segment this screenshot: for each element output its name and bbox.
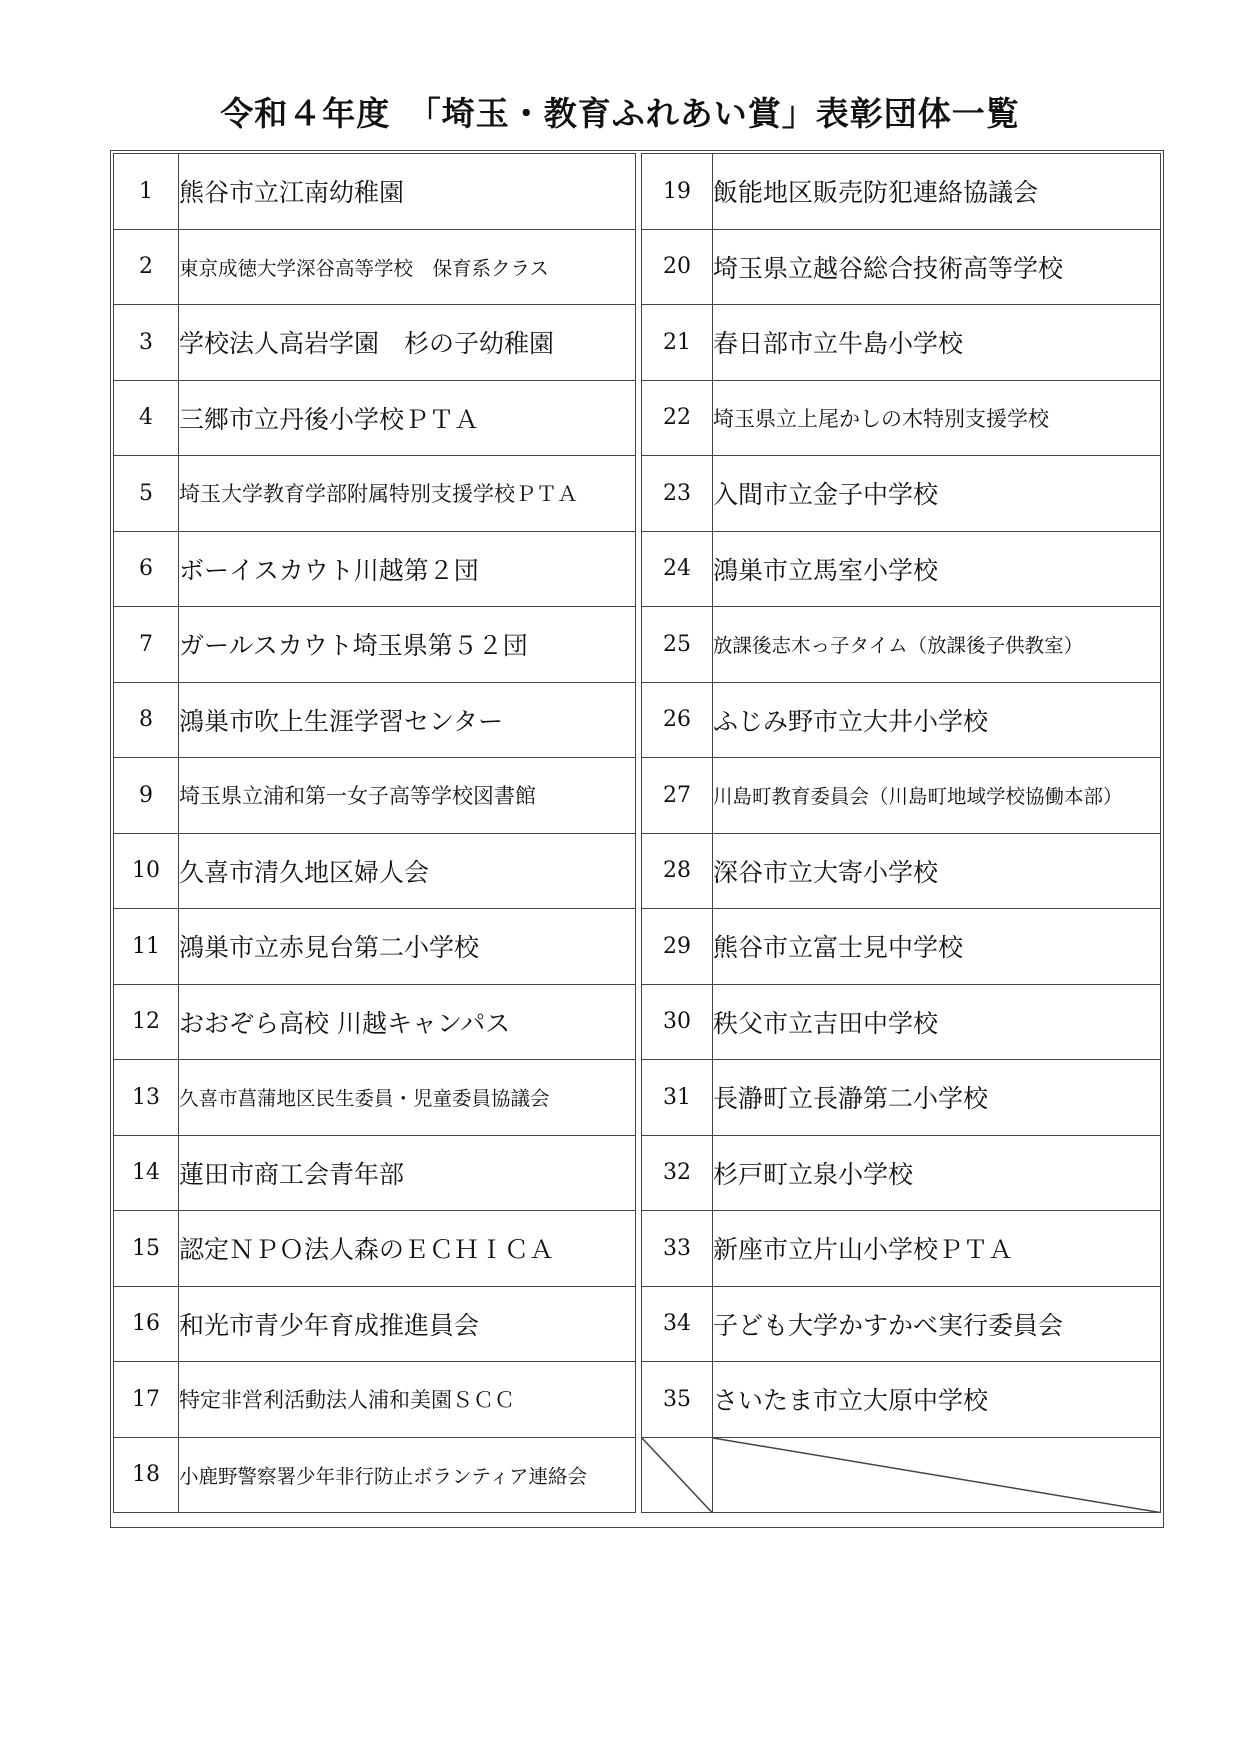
table-row (642, 833, 1161, 909)
diagonal-line (642, 1438, 712, 1513)
table-row (114, 154, 636, 230)
table-row (114, 1437, 636, 1513)
table-row (642, 909, 1161, 985)
row-number: 19 (642, 154, 713, 230)
row-number: 10 (114, 833, 179, 909)
row-number: 18 (114, 1437, 179, 1513)
row-number: 8 (114, 682, 179, 758)
row-number: 22 (642, 380, 713, 456)
table-row (642, 1135, 1161, 1211)
row-number: 4 (114, 380, 179, 456)
row-number: 17 (114, 1362, 179, 1438)
organization-name: 久喜市菖蒲地区民生委員・児童委員協議会 (179, 1060, 636, 1136)
table-row (114, 456, 636, 532)
table-row (642, 1286, 1161, 1362)
organization-name: 熊谷市立富士見中学校 (713, 909, 1161, 985)
row-number: 31 (642, 1060, 713, 1136)
row-number: 15 (114, 1211, 179, 1287)
row-number: 1 (114, 154, 179, 230)
row-number: 7 (114, 607, 179, 683)
table-row (642, 682, 1161, 758)
organization-name: おおぞら高校 川越キャンパス (179, 984, 636, 1060)
table-row (114, 758, 636, 834)
table-row (114, 229, 636, 305)
table-row (642, 229, 1161, 305)
organization-name: 入間市立金子中学校 (713, 456, 1161, 532)
organization-name: 埼玉大学教育学部附属特別支援学校ＰＴＡ (179, 456, 636, 532)
organization-name: 認定ＮＰＯ法人森のＥＣＨＩＣＡ (179, 1211, 636, 1287)
table-row (114, 607, 636, 683)
empty-row (642, 1437, 1161, 1513)
organization-name: さいたま市立大原中学校 (713, 1362, 1161, 1438)
row-number: 6 (114, 531, 179, 607)
organization-name: 秩父市立吉田中学校 (713, 984, 1161, 1060)
table-row (642, 1060, 1161, 1136)
organization-name: ふじみ野市立大井小学校 (713, 682, 1161, 758)
organization-name: 春日部市立牛島小学校 (713, 305, 1161, 381)
row-number: 34 (642, 1286, 713, 1362)
organization-name: ガールスカウト埼玉県第５２団 (179, 607, 636, 683)
organization-name: 新座市立片山小学校ＰＴＡ (713, 1211, 1161, 1287)
row-number: 9 (114, 758, 179, 834)
row-number: 27 (642, 758, 713, 834)
empty-name-cell (713, 1437, 1161, 1513)
table-row (114, 1135, 636, 1211)
table-row (642, 984, 1161, 1060)
row-number: 12 (114, 984, 179, 1060)
organization-name: 杉戸町立泉小学校 (713, 1135, 1161, 1211)
table-row (114, 984, 636, 1060)
organization-name: 埼玉県立浦和第一女子高等学校図書館 (179, 758, 636, 834)
table-row (114, 1286, 636, 1362)
organization-name: 小鹿野警察署少年非行防止ボランティア連絡会 (179, 1437, 636, 1513)
table-row (114, 1060, 636, 1136)
page-title: 令和４年度 「埼玉・教育ふれあい賞」表彰団体一覧 (220, 94, 1020, 133)
organization-name: 埼玉県立上尾かしの木特別支援学校 (713, 380, 1161, 456)
row-number: 13 (114, 1060, 179, 1136)
table-row (642, 758, 1161, 834)
table-row (114, 1211, 636, 1287)
row-number: 32 (642, 1135, 713, 1211)
row-number: 14 (114, 1135, 179, 1211)
row-number: 29 (642, 909, 713, 985)
organization-name: 深谷市立大寄小学校 (713, 833, 1161, 909)
table-row (114, 380, 636, 456)
organization-name: 特定非営利活動法人浦和美園ＳＣＣ (179, 1362, 636, 1438)
organization-name: ボーイスカウト川越第２団 (179, 531, 636, 607)
table-row (114, 1362, 636, 1438)
table-row (642, 305, 1161, 381)
organization-name: 埼玉県立越谷総合技術高等学校 (713, 229, 1161, 305)
row-number: 23 (642, 456, 713, 532)
organization-name: 長瀞町立長瀞第二小学校 (713, 1060, 1161, 1136)
row-number: 16 (114, 1286, 179, 1362)
row-number: 26 (642, 682, 713, 758)
organization-name: 放課後志木っ子タイム（放課後子供教室） (713, 607, 1161, 683)
table-row (642, 1211, 1161, 1287)
organization-name: 飯能地区販売防犯連絡協議会 (713, 154, 1161, 230)
organization-name: 三郷市立丹後小学校ＰＴＡ (179, 380, 636, 456)
organization-name: 鴻巣市吹上生涯学習センター (179, 682, 636, 758)
row-number: 24 (642, 531, 713, 607)
table-row (114, 305, 636, 381)
organization-name: 和光市青少年育成推進員会 (179, 1286, 636, 1362)
organization-name: 学校法人高岩学園 杉の子幼稚園 (179, 305, 636, 381)
row-number: 3 (114, 305, 179, 381)
diagonal-line (713, 1438, 1160, 1513)
row-number: 11 (114, 909, 179, 985)
table-row (642, 607, 1161, 683)
table-row (114, 833, 636, 909)
table-row (642, 380, 1161, 456)
row-number: 30 (642, 984, 713, 1060)
row-number: 35 (642, 1362, 713, 1438)
organization-name: 熊谷市立江南幼稚園 (179, 154, 636, 230)
row-number: 2 (114, 229, 179, 305)
row-number: 5 (114, 456, 179, 532)
award-list-left (113, 153, 636, 1513)
table-row (114, 909, 636, 985)
organization-name: 鴻巣市立馬室小学校 (713, 531, 1161, 607)
table-row (642, 531, 1161, 607)
organization-name: 蓮田市商工会青年部 (179, 1135, 636, 1211)
row-number: 20 (642, 229, 713, 305)
organization-name: 鴻巣市立赤見台第二小学校 (179, 909, 636, 985)
organization-name: 東京成徳大学深谷高等学校 保育系クラス (179, 229, 636, 305)
empty-number-cell (642, 1437, 713, 1513)
row-number: 33 (642, 1211, 713, 1287)
organization-name: 子ども大学かすかべ実行委員会 (713, 1286, 1161, 1362)
table-row (642, 1362, 1161, 1438)
table-row (642, 456, 1161, 532)
table-row (114, 531, 636, 607)
table-row (114, 682, 636, 758)
organization-name: 川島町教育委員会（川島町地域学校協働本部） (713, 758, 1161, 834)
award-list-right (641, 153, 1161, 1513)
organization-name: 久喜市清久地区婦人会 (179, 833, 636, 909)
table-row (642, 154, 1161, 230)
row-number: 25 (642, 607, 713, 683)
row-number: 28 (642, 833, 713, 909)
row-number: 21 (642, 305, 713, 381)
